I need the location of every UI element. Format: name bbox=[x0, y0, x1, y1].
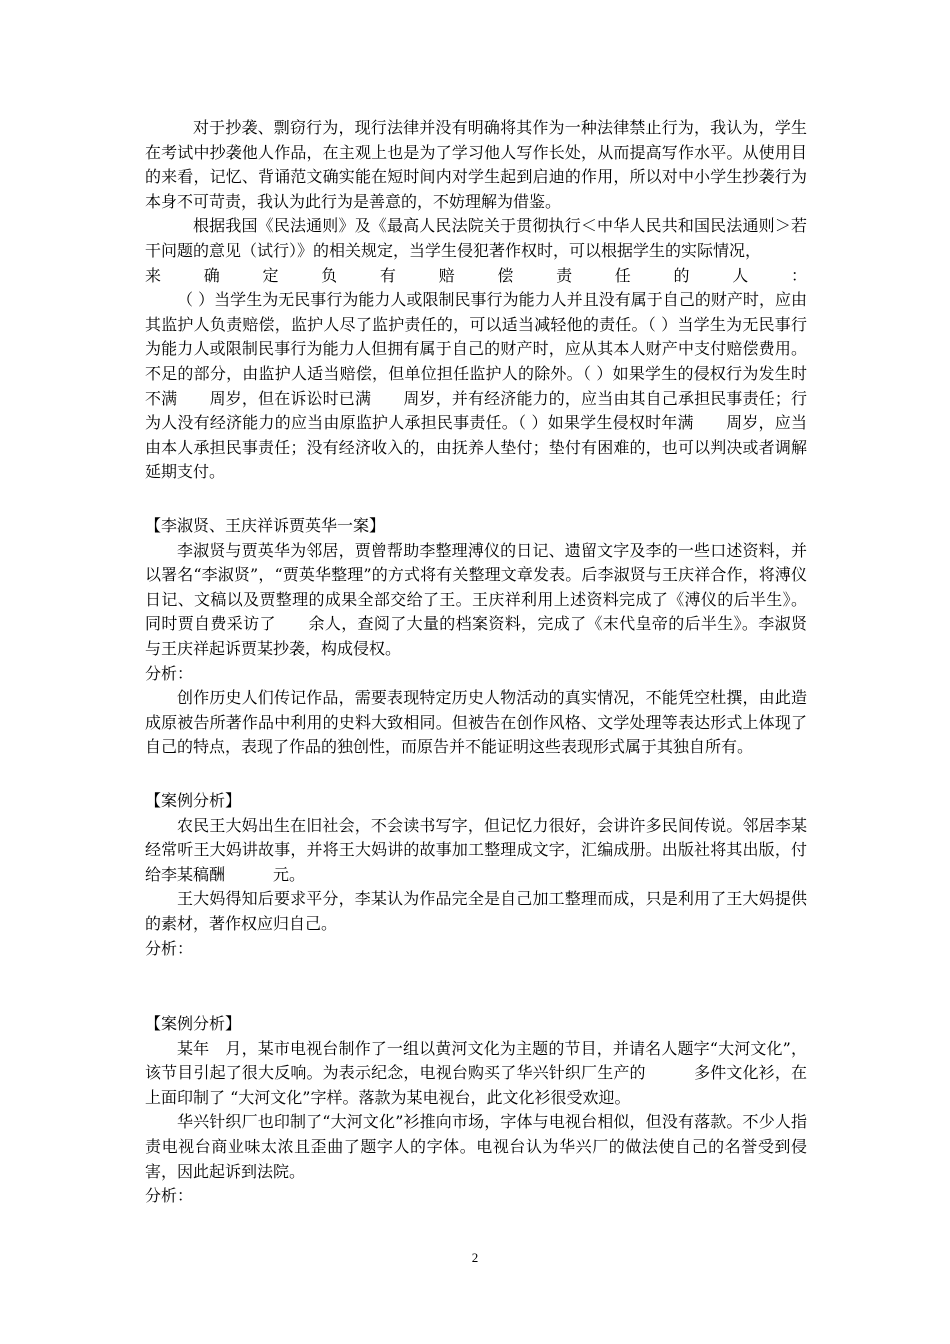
case-facts: 某年 月，某市电视台制作了一组以黄河文化为主题的节目，并请名人题字“大河文化”，该节目引起了很大反响。为表示纪念，电视台购买了华兴针织厂生产的 多件文化衫，在上面印制了 “大河文化”字样。落款为某电视台，此文化衫很受欢迎。 bbox=[145, 1038, 807, 1107]
section-case-tv-station bbox=[145, 1012, 807, 1209]
paragraph-legal-basis: 根据我国《民法通则》及《最高人民法院关于贯彻执行＜中华人民共和国民法通则＞若干问题的意见（试行）》的相关规定，当学生侵犯著作权时，可以根据学生的实际情况， bbox=[145, 216, 807, 260]
case-facts: 农民王大妈出生在旧社会，不会读书写字，但记忆力很好，会讲许多民间传说。邻居李某经常听王大妈讲故事，并将王大妈讲的故事加工整理成文字，汇编成册。出版社将其出版，付给李某稿酬 元。 bbox=[145, 815, 807, 884]
section-case-wang-dama bbox=[145, 789, 807, 961]
page-number: 2 bbox=[471, 1250, 479, 1265]
paragraph-legal-basis-end: 来确定负有赔偿责任的人： bbox=[145, 265, 807, 285]
case-heading: 【李淑贤、王庆祥诉贾英华一案】 bbox=[145, 516, 386, 535]
case-heading: 【案例分析】 bbox=[145, 791, 242, 810]
case-dispute: 王大妈得知后要求平分，李某认为作品完全是自己加工整理而成，只是利用了王大妈提供的素材，著作权应归自己。 bbox=[145, 889, 807, 933]
case-dispute: 华兴针织厂也印制了“大河文化”衫推向市场，字体与电视台相似，但没有落款。不少人指责电视台商业味太浓且歪曲了题字人的字体。电视台认为华兴厂的做法使自己的名誉受到侵害，因此起诉到法院。 bbox=[145, 1112, 807, 1181]
case-analysis: 创作历史人们传记作品，需要表现特定历史人物活动的真实情况，不能凭空杜撰，由此造成原被告所著作品中利用的史料大致相同。但被告在创作风格、文学处理等表达形式上体现了自己的特点，表现了作品的独创性，而原告并不能证明这些表现形式属于其独自所有。 bbox=[145, 688, 807, 757]
section-case-li-wang-vs-jia bbox=[145, 514, 807, 760]
paragraph-plagiarism-opinion: 对于抄袭、剽窃行为，现行法律并没有明确将其作为一种法律禁止行为，我认为，学生在考试中抄袭他人作品，在主观上也是为了学习他人写作长处，从而提高写作水平。从使用目的来看，记忆、背诵范文确实能在短时间内对学生起到启迪的作用，所以对中小学生抄袭行为本身不可苛责，我认为此行为是善意的，不妨理解为借鉴。 bbox=[145, 118, 807, 211]
section-plagiarism-liability bbox=[145, 116, 807, 485]
analysis-label: 分析： bbox=[145, 1186, 194, 1206]
analysis-label: 分析： bbox=[145, 938, 194, 958]
analysis-label: 分析： bbox=[145, 663, 194, 683]
case-facts: 李淑贤与贾英华为邻居，贾曾帮助李整理溥仪的日记、遗留文字及李的一些口述资料，并以署名“李淑贤”，“贾英华整理”的方式将有关整理文章发表。后李淑贤与王庆祥合作，将溥仪日记、文稿以及贾整理的成果全部交给了王。王庆祥利用上述资料完成了《溥仪的后半生》。同时贾自费采访了 余人，查阅了大量的档案资料，完成了《末代皇帝的后半生》。李淑贤与王庆祥起诉贾某抄袭，构成侵权。 bbox=[145, 540, 807, 658]
case-heading: 【案例分析】 bbox=[145, 1014, 242, 1033]
paragraph-liability-rules: （ ）当学生为无民事行为能力人或限制民事行为能力人并且没有属于自己的财产时，应由其监护人负责赔偿，监护人尽了监护责任的，可以适当减轻他的责任。（ ）当学生为无民事行为能力人或限制民事行为能力人但拥有属于自己的财产时，应从其本人财产中支付赔偿费用。不足的部分，由监护人适当赔偿，但单位担任监护人的除外。（ ）如果学生的侵权行为发生时不满 周岁，但在诉讼时已满 周岁，并有经济能力的，应当由其自己承担民事责任；行为人没有经济能力的应当由原监护人承担民事责任。（ ）如果学生侵权时年满 周岁，应当由本人承担民事责任；没有经济收入的，由抚养人垫付；垫付有困难的，也可以判决或者调解延期支付。 bbox=[145, 290, 807, 482]
